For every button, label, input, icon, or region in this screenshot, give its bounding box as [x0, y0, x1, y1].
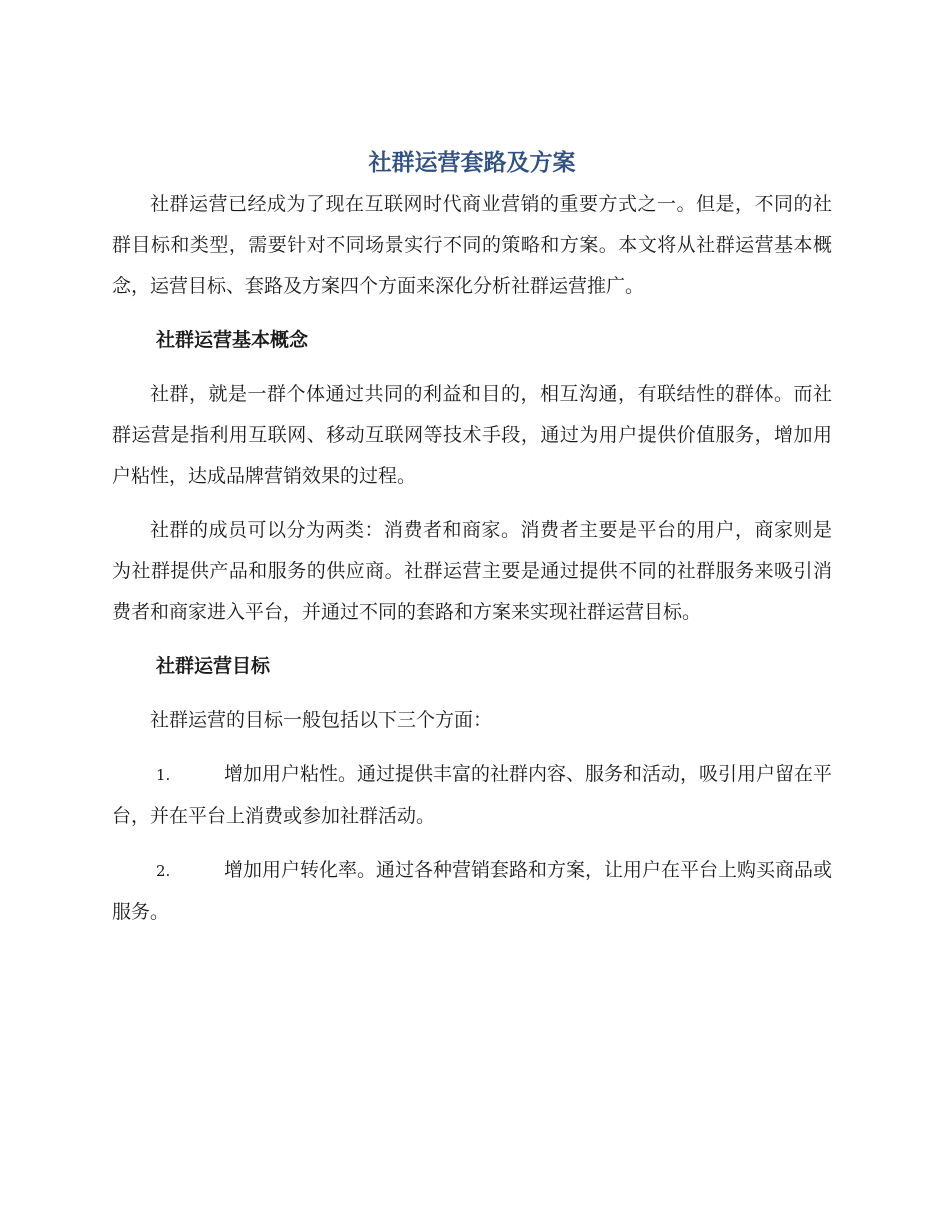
list-item-text: 增加用户粘性。通过提供丰富的社群内容、服务和活动，吸引用户留在平台，并在平台上消费或参加社群活动。 [112, 763, 833, 827]
section-heading-concept: 社群运营基本概念 [156, 329, 309, 351]
list-item [112, 754, 832, 837]
section-heading-goals: 社群运营目标 [156, 655, 271, 677]
concept-paragraph-2: 社群的成员可以分为两类：消费者和商家。消费者主要是平台的用户，商家则是为社群提供产品和服务的供应商。社群运营主要是通过提供不同的社群服务来吸引消费者和商家进入平台，并通过不同的套路和方案来实现社群运营目标。 [112, 519, 832, 623]
concept-paragraph-1: 社群，就是一群个体通过共同的利益和目的，相互沟通，有联结性的群体。而社群运营是指利用互联网、移动互联网等技术手段，通过为用户提供价值服务，增加用户粘性，达成品牌营销效果的过程。 [112, 383, 832, 487]
list-item [112, 850, 832, 933]
document-page [112, 142, 832, 933]
list-item-text: 增加用户转化率。通过各种营销套路和方案，让用户在平台上购买商品或服务。 [112, 859, 833, 923]
document-title: 社群运营套路及方案 [368, 150, 576, 176]
intro-paragraph: 社群运营已经成为了现在互联网时代商业营销的重要方式之一。但是，不同的社群目标和类型，需要针对不同场景实行不同的策略和方案。本文将从社群运营基本概念，运营目标、套路及方案四个方面来深化分析社群运营推广。 [112, 193, 832, 297]
list-item-number: 2. [156, 862, 171, 880]
list-item-number: 1. [156, 766, 171, 784]
goals-intro-paragraph: 社群运营的目标一般包括以下三个方面： [150, 709, 493, 731]
